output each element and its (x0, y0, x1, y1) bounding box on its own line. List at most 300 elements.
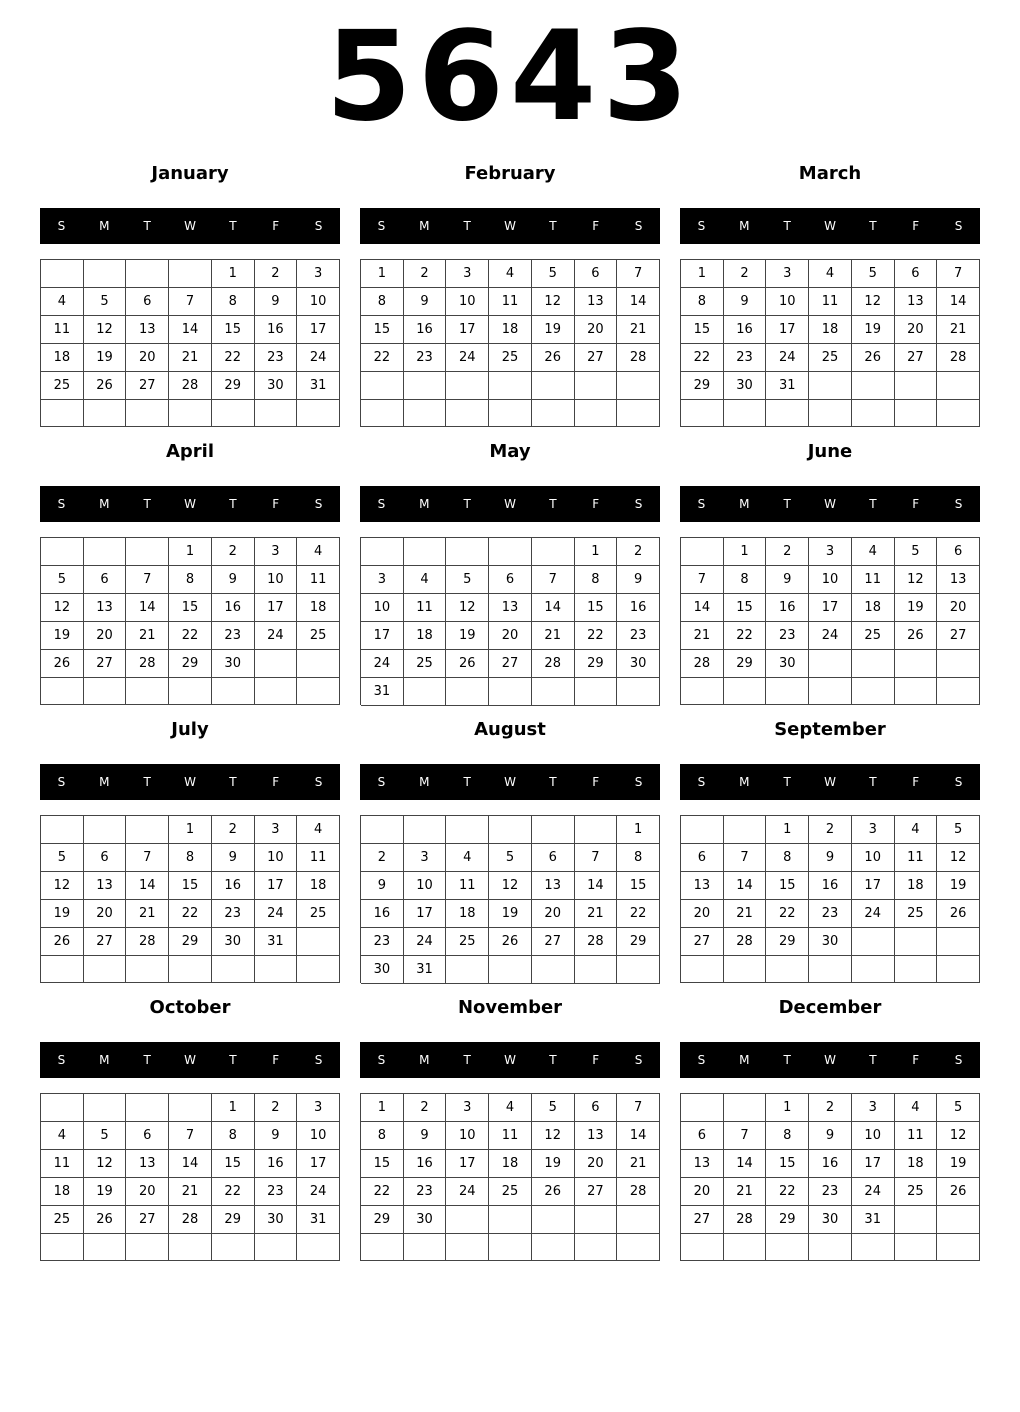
day-cell: 31 (361, 678, 404, 706)
day-cell (489, 956, 532, 984)
weekday-label: T (143, 775, 151, 789)
day-cell: 12 (937, 1122, 980, 1150)
day-cell (489, 678, 532, 706)
day-cell: 28 (126, 650, 169, 678)
day-cell (446, 372, 489, 400)
day-cell: 13 (895, 288, 938, 316)
day-cell: 29 (724, 650, 767, 678)
day-cell (809, 372, 852, 400)
weekday-label: T (229, 497, 237, 511)
day-cell: 21 (724, 900, 767, 928)
day-cell: 30 (404, 1206, 447, 1234)
day-cell: 17 (297, 1150, 340, 1178)
day-cell: 10 (809, 566, 852, 594)
day-cell: 3 (404, 844, 447, 872)
day-cell (297, 928, 340, 956)
day-cell: 23 (724, 344, 767, 372)
day-cell: 15 (617, 872, 660, 900)
month-name: October (149, 997, 231, 1018)
day-cell (212, 400, 255, 427)
day-cell: 10 (446, 288, 489, 316)
day-cell: 26 (937, 900, 980, 928)
day-cell: 27 (575, 1178, 618, 1206)
day-cell: 23 (361, 928, 404, 956)
day-cell (126, 400, 169, 427)
day-cell: 28 (575, 928, 618, 956)
day-cell: 13 (489, 594, 532, 622)
day-cell: 6 (126, 288, 169, 316)
weekday-label: T (143, 1053, 151, 1067)
weekday-label: W (504, 1053, 516, 1067)
day-cell: 4 (895, 816, 938, 844)
day-cell: 4 (41, 1122, 84, 1150)
day-cell: 23 (404, 1178, 447, 1206)
day-cell: 14 (169, 1150, 212, 1178)
day-cell: 18 (41, 344, 84, 372)
weekday-header (680, 208, 980, 244)
day-cell: 28 (617, 344, 660, 372)
day-cell: 16 (212, 594, 255, 622)
day-cell: 27 (489, 650, 532, 678)
day-cell: 4 (41, 288, 84, 316)
weekday-label: F (912, 219, 920, 233)
day-cell: 2 (809, 816, 852, 844)
day-cell: 2 (255, 260, 298, 288)
weekday-label: S (954, 1053, 963, 1067)
day-cell (766, 678, 809, 705)
weekday-label: M (419, 497, 430, 511)
day-cell (809, 650, 852, 678)
day-cell (361, 816, 404, 844)
day-cell: 17 (255, 594, 298, 622)
day-cell: 21 (681, 622, 724, 650)
weekday-label: S (634, 1053, 643, 1067)
day-cell: 18 (297, 594, 340, 622)
weekday-label: F (592, 497, 600, 511)
month-name: November (457, 997, 563, 1018)
day-cell: 20 (126, 344, 169, 372)
day-cell: 18 (895, 872, 938, 900)
day-cell: 20 (575, 316, 618, 344)
day-cell: 8 (681, 288, 724, 316)
day-cell: 27 (681, 928, 724, 956)
day-cell (895, 1206, 938, 1234)
day-cell: 19 (532, 1150, 575, 1178)
day-cell: 1 (169, 538, 212, 566)
day-cell: 28 (617, 1178, 660, 1206)
month-name: February (464, 163, 556, 184)
day-cell: 13 (575, 288, 618, 316)
day-cell: 14 (681, 594, 724, 622)
day-cell: 19 (852, 316, 895, 344)
day-cell: 5 (532, 260, 575, 288)
day-cell (404, 678, 447, 706)
day-cell: 28 (724, 1206, 767, 1234)
day-cell: 29 (575, 650, 618, 678)
day-cell (404, 816, 447, 844)
day-cell: 6 (84, 844, 127, 872)
day-cell (937, 678, 980, 705)
day-cell (532, 956, 575, 984)
day-cell (212, 678, 255, 705)
weekday-label: S (634, 497, 643, 511)
day-cell (937, 650, 980, 678)
day-cell: 31 (852, 1206, 895, 1234)
day-cell: 4 (809, 260, 852, 288)
day-cell (41, 538, 84, 566)
day-cell: 26 (937, 1178, 980, 1206)
day-cell (126, 1234, 169, 1261)
day-cell: 30 (809, 1206, 852, 1234)
day-cell: 3 (297, 260, 340, 288)
day-cell: 3 (361, 566, 404, 594)
day-cell: 14 (937, 288, 980, 316)
day-cell (489, 538, 532, 566)
month-name: December (778, 997, 882, 1018)
day-cell: 3 (852, 1094, 895, 1122)
weekday-label: W (824, 1053, 836, 1067)
day-cell: 26 (532, 344, 575, 372)
day-cell (681, 678, 724, 705)
weekday-label: T (229, 1053, 237, 1067)
day-cell (84, 678, 127, 705)
day-cell: 30 (255, 372, 298, 400)
weekday-label: S (314, 497, 323, 511)
weekday-label: F (912, 497, 920, 511)
day-cell: 22 (212, 344, 255, 372)
day-cell: 28 (169, 1206, 212, 1234)
weekday-header (680, 1042, 980, 1078)
weekday-label: S (377, 219, 386, 233)
day-cell: 11 (895, 1122, 938, 1150)
day-cell: 27 (895, 344, 938, 372)
day-cell: 11 (41, 1150, 84, 1178)
day-cell: 27 (681, 1206, 724, 1234)
day-cell: 3 (766, 260, 809, 288)
weekday-label: S (634, 219, 643, 233)
day-cell: 7 (169, 1122, 212, 1150)
day-cell: 26 (895, 622, 938, 650)
day-cell (532, 1234, 575, 1261)
day-cell: 10 (766, 288, 809, 316)
day-cell: 26 (84, 372, 127, 400)
day-cell: 25 (297, 900, 340, 928)
day-cell: 3 (446, 1094, 489, 1122)
day-cell (895, 650, 938, 678)
day-cell: 12 (532, 288, 575, 316)
day-cell: 15 (361, 1150, 404, 1178)
day-cell (41, 260, 84, 288)
day-cell: 10 (255, 566, 298, 594)
weekday-header (40, 764, 340, 800)
day-cell: 25 (489, 344, 532, 372)
day-cell: 12 (84, 316, 127, 344)
day-cell: 8 (169, 844, 212, 872)
day-cell (169, 1094, 212, 1122)
day-cell: 6 (895, 260, 938, 288)
day-cell: 5 (446, 566, 489, 594)
day-cell: 12 (895, 566, 938, 594)
day-cell: 27 (937, 622, 980, 650)
day-cell: 30 (766, 650, 809, 678)
day-cell: 10 (404, 872, 447, 900)
day-cell: 10 (852, 1122, 895, 1150)
day-cell (169, 956, 212, 983)
weekday-label: T (869, 1053, 877, 1067)
day-cell: 5 (937, 816, 980, 844)
day-cell: 12 (852, 288, 895, 316)
weekday-label: T (783, 775, 791, 789)
weekday-label: T (869, 497, 877, 511)
day-cell (575, 956, 618, 984)
day-cell (617, 1206, 660, 1234)
day-cell (852, 678, 895, 705)
day-cell: 5 (84, 1122, 127, 1150)
day-cell: 16 (255, 1150, 298, 1178)
day-cell: 1 (766, 1094, 809, 1122)
day-cell: 14 (724, 872, 767, 900)
day-cell (937, 928, 980, 956)
day-grid (40, 815, 340, 983)
day-cell: 29 (212, 1206, 255, 1234)
weekday-header (360, 764, 660, 800)
weekday-label: W (504, 775, 516, 789)
day-cell: 29 (681, 372, 724, 400)
day-cell: 9 (255, 1122, 298, 1150)
weekday-label: F (272, 1053, 280, 1067)
day-grid (40, 259, 340, 427)
day-cell (255, 956, 298, 983)
day-cell: 28 (126, 928, 169, 956)
day-cell: 30 (212, 928, 255, 956)
day-cell (361, 400, 404, 428)
weekday-label: S (697, 497, 706, 511)
day-cell: 17 (255, 872, 298, 900)
weekday-label: S (57, 775, 66, 789)
day-cell (532, 372, 575, 400)
day-cell: 22 (724, 622, 767, 650)
day-cell (41, 1234, 84, 1261)
day-cell: 14 (126, 872, 169, 900)
day-cell: 19 (446, 622, 489, 650)
day-cell (532, 538, 575, 566)
day-cell: 1 (212, 1094, 255, 1122)
day-cell: 14 (617, 1122, 660, 1150)
day-cell: 9 (404, 1122, 447, 1150)
day-cell (404, 372, 447, 400)
day-cell: 1 (617, 816, 660, 844)
day-cell: 22 (766, 1178, 809, 1206)
day-cell: 14 (724, 1150, 767, 1178)
weekday-label: T (143, 219, 151, 233)
day-cell: 1 (361, 1094, 404, 1122)
day-cell: 15 (169, 594, 212, 622)
day-cell: 21 (126, 900, 169, 928)
day-cell: 24 (446, 344, 489, 372)
day-cell (532, 1206, 575, 1234)
day-cell: 19 (41, 900, 84, 928)
day-cell (41, 1094, 84, 1122)
weekday-label: W (824, 219, 836, 233)
day-cell: 10 (446, 1122, 489, 1150)
day-cell: 29 (361, 1206, 404, 1234)
day-cell: 21 (937, 316, 980, 344)
weekday-header (360, 1042, 660, 1078)
weekday-header (360, 208, 660, 244)
day-cell: 3 (852, 816, 895, 844)
day-cell: 31 (255, 928, 298, 956)
day-cell: 16 (617, 594, 660, 622)
day-cell (255, 1234, 298, 1261)
day-cell: 22 (169, 900, 212, 928)
day-cell: 15 (212, 316, 255, 344)
weekday-label: T (463, 497, 471, 511)
day-cell (489, 816, 532, 844)
day-cell: 15 (169, 872, 212, 900)
year-title: 5643 (325, 5, 695, 149)
day-cell: 9 (212, 844, 255, 872)
weekday-label: T (143, 497, 151, 511)
weekday-label: S (697, 1053, 706, 1067)
weekday-label: M (419, 1053, 430, 1067)
weekday-header (40, 1042, 340, 1078)
day-cell: 9 (212, 566, 255, 594)
day-cell (766, 400, 809, 427)
day-cell: 9 (361, 872, 404, 900)
day-cell: 23 (212, 622, 255, 650)
day-cell: 18 (852, 594, 895, 622)
day-cell: 10 (297, 1122, 340, 1150)
day-cell: 7 (681, 566, 724, 594)
day-cell: 17 (809, 594, 852, 622)
day-cell: 9 (724, 288, 767, 316)
day-cell (681, 1094, 724, 1122)
day-cell: 25 (489, 1178, 532, 1206)
day-cell (724, 678, 767, 705)
day-cell: 13 (575, 1122, 618, 1150)
weekday-label: T (549, 1053, 557, 1067)
day-cell (84, 400, 127, 427)
day-cell: 6 (681, 844, 724, 872)
day-cell (126, 956, 169, 983)
day-cell: 31 (766, 372, 809, 400)
day-cell: 30 (212, 650, 255, 678)
day-cell (852, 372, 895, 400)
day-cell: 5 (84, 288, 127, 316)
day-cell: 20 (84, 622, 127, 650)
day-cell: 14 (532, 594, 575, 622)
weekday-label: W (184, 219, 196, 233)
day-cell: 9 (617, 566, 660, 594)
day-cell (255, 400, 298, 427)
day-cell: 12 (446, 594, 489, 622)
day-cell: 12 (41, 594, 84, 622)
weekday-label: T (783, 1053, 791, 1067)
day-cell (809, 678, 852, 705)
day-cell (489, 1206, 532, 1234)
day-cell: 26 (446, 650, 489, 678)
day-cell (852, 650, 895, 678)
day-cell (895, 1234, 938, 1261)
day-cell: 11 (895, 844, 938, 872)
day-cell: 24 (852, 900, 895, 928)
day-cell (852, 928, 895, 956)
day-cell (895, 372, 938, 400)
day-cell: 19 (84, 1178, 127, 1206)
day-cell (297, 956, 340, 983)
day-cell: 12 (489, 872, 532, 900)
day-cell: 17 (446, 316, 489, 344)
weekday-label: S (377, 1053, 386, 1067)
day-cell (937, 372, 980, 400)
day-cell: 22 (575, 622, 618, 650)
day-cell: 13 (681, 1150, 724, 1178)
day-cell: 12 (41, 872, 84, 900)
day-cell: 15 (575, 594, 618, 622)
day-cell: 4 (446, 844, 489, 872)
day-cell: 8 (766, 844, 809, 872)
day-cell: 13 (84, 594, 127, 622)
day-cell (724, 1094, 767, 1122)
day-cell: 25 (852, 622, 895, 650)
day-cell (84, 1234, 127, 1261)
weekday-label: S (377, 497, 386, 511)
day-cell: 12 (532, 1122, 575, 1150)
day-cell (575, 678, 618, 706)
day-cell (489, 400, 532, 428)
weekday-header (680, 764, 980, 800)
day-cell: 4 (489, 1094, 532, 1122)
day-cell: 21 (617, 316, 660, 344)
day-cell: 11 (852, 566, 895, 594)
day-cell: 25 (895, 1178, 938, 1206)
day-cell: 23 (404, 344, 447, 372)
weekday-label: S (954, 497, 963, 511)
day-cell (446, 538, 489, 566)
day-cell: 18 (41, 1178, 84, 1206)
weekday-label: F (592, 775, 600, 789)
day-cell: 8 (766, 1122, 809, 1150)
day-cell: 3 (255, 538, 298, 566)
day-cell: 20 (489, 622, 532, 650)
day-cell (766, 956, 809, 983)
day-cell: 7 (617, 260, 660, 288)
day-cell: 3 (297, 1094, 340, 1122)
day-cell: 13 (681, 872, 724, 900)
day-cell: 1 (361, 260, 404, 288)
day-cell: 31 (297, 1206, 340, 1234)
weekday-label: S (634, 775, 643, 789)
day-cell: 29 (766, 1206, 809, 1234)
day-cell (126, 538, 169, 566)
day-cell: 21 (575, 900, 618, 928)
day-cell (446, 956, 489, 984)
day-cell: 26 (852, 344, 895, 372)
day-cell (937, 1234, 980, 1261)
day-cell: 17 (446, 1150, 489, 1178)
day-cell: 5 (41, 844, 84, 872)
day-cell: 22 (361, 344, 404, 372)
day-cell (212, 1234, 255, 1261)
day-cell (617, 678, 660, 706)
day-cell: 23 (212, 900, 255, 928)
day-grid (360, 815, 660, 983)
day-cell (681, 956, 724, 983)
day-cell (255, 678, 298, 705)
day-grid (40, 1093, 340, 1261)
day-cell: 23 (255, 1178, 298, 1206)
weekday-label: F (592, 219, 600, 233)
